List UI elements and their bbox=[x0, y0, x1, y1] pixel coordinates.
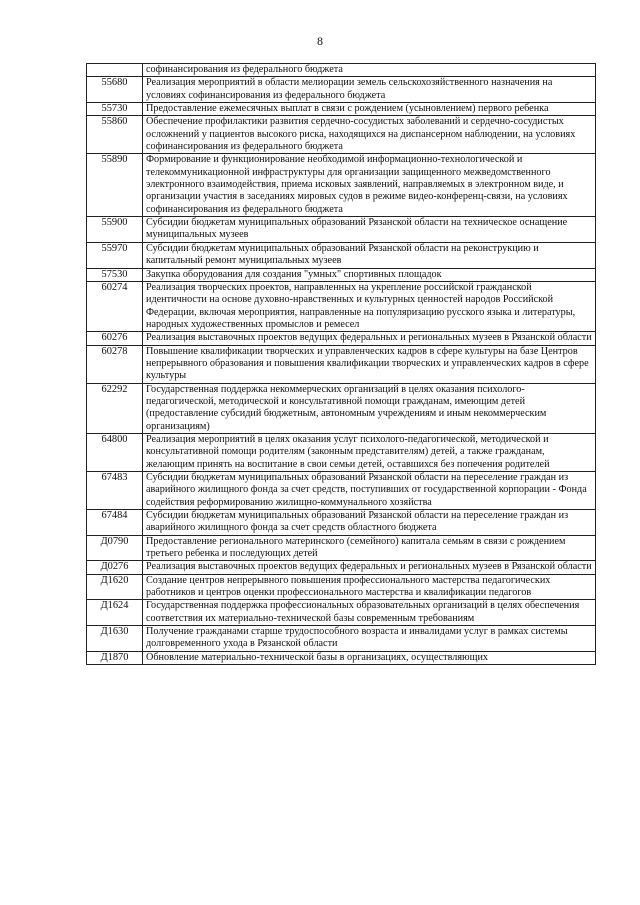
code-cell: Д1870 bbox=[87, 651, 143, 664]
description-cell: Предоставление ежемесячных выплат в связи с рождением (усыновлением) первого ребенка bbox=[143, 103, 596, 116]
code-cell: Д0790 bbox=[87, 535, 143, 561]
description-cell: Субсидии бюджетам муниципальных образований Рязанской области на реконструкцию и капитальный ремонт муниципальных музеев bbox=[143, 242, 596, 268]
code-cell: 55860 bbox=[87, 116, 143, 154]
table-row bbox=[87, 472, 596, 510]
table-row bbox=[87, 600, 596, 626]
budget-codes-table bbox=[86, 63, 596, 665]
code-cell: 62292 bbox=[87, 383, 143, 433]
description-cell: Обновление материально-технической базы в организациях, осуществляющих bbox=[143, 651, 596, 664]
table-row bbox=[87, 345, 596, 383]
code-cell bbox=[87, 64, 143, 77]
description-cell: Формирование и функционирование необходимой информационно-технологической и телекоммуникационной инфраструктуры для организации защищенного межведомственного электронного взаимодействия, приема исковых заявлений, направляемых в электронном виде, и организации участия в заседаниях мировых судов в режиме видео-конференц-связи, на условиях софинансирования из федерального бюджета bbox=[143, 154, 596, 217]
table-row bbox=[87, 332, 596, 345]
code-cell: 55730 bbox=[87, 103, 143, 116]
description-cell: Реализация выставочных проектов ведущих федеральных и региональных музеев в Рязанской области bbox=[143, 332, 596, 345]
table-row bbox=[87, 217, 596, 243]
description-cell: софинансирования из федерального бюджета bbox=[143, 64, 596, 77]
code-cell: 60274 bbox=[87, 281, 143, 331]
table-row bbox=[87, 64, 596, 77]
table-row bbox=[87, 77, 596, 103]
table-row bbox=[87, 116, 596, 154]
table-row bbox=[87, 651, 596, 664]
table-row bbox=[87, 281, 596, 331]
description-cell: Реализация выставочных проектов ведущих федеральных и региональных музеев в Рязанской области bbox=[143, 561, 596, 574]
code-cell: 55680 bbox=[87, 77, 143, 103]
description-cell: Реализация творческих проектов, направленных на укрепление российской гражданской идентичности на основе духовно-нравственных и культурных ценностей народов Российской Федерации, включая мероприятия, направленные на популяризацию русского языка и литературы, народных художественных промыслов и ремесел bbox=[143, 281, 596, 331]
description-cell: Реализация мероприятий в целях оказания услуг психолого-педагогической, методической и консультативной помощи родителям (законным представителям) детей, а также гражданам, желающим принять на воспитание в свои семьи детей, оставшихся без попечения родителей bbox=[143, 433, 596, 471]
code-cell: Д1624 bbox=[87, 600, 143, 626]
code-cell: 60278 bbox=[87, 345, 143, 383]
description-cell: Субсидии бюджетам муниципальных образований Рязанской области на техническое оснащение муниципальных музеев bbox=[143, 217, 596, 243]
description-cell: Создание центров непрерывного повышения профессионального мастерства педагогических работников и центров оценки профессионального мастерства и квалификации педагогов bbox=[143, 574, 596, 600]
table-row bbox=[87, 154, 596, 217]
table-row bbox=[87, 383, 596, 433]
page-number: 8 bbox=[317, 34, 323, 48]
code-cell: Д0276 bbox=[87, 561, 143, 574]
table-row bbox=[87, 268, 596, 281]
table-row bbox=[87, 242, 596, 268]
code-cell: 60276 bbox=[87, 332, 143, 345]
table-row bbox=[87, 510, 596, 536]
table-row bbox=[87, 433, 596, 471]
code-cell: Д1630 bbox=[87, 626, 143, 652]
table-body bbox=[87, 64, 596, 665]
code-cell: 55900 bbox=[87, 217, 143, 243]
description-cell: Закупка оборудования для создания "умных" спортивных площадок bbox=[143, 268, 596, 281]
table-row bbox=[87, 626, 596, 652]
description-cell: Субсидии бюджетам муниципальных образований Рязанской области на переселение граждан из аварийного жилищного фонда за счет средств, поступивших от государственной корпорации - Фонда содействия реформированию жилищно-коммунального хозяйства bbox=[143, 472, 596, 510]
description-cell: Субсидии бюджетам муниципальных образований Рязанской области на переселение граждан из аварийного жилищного фонда за счет средств областного бюджета bbox=[143, 510, 596, 536]
code-cell: Д1620 bbox=[87, 574, 143, 600]
description-cell: Государственная поддержка профессиональных образовательных организаций в целях обеспечения соответствия их материально-технической базы современным требованиям bbox=[143, 600, 596, 626]
description-cell: Реализация мероприятий в области мелиорации земель сельскохозяйственного назначения на условиях софинансирования из федерального бюджета bbox=[143, 77, 596, 103]
code-cell: 64800 bbox=[87, 433, 143, 471]
code-cell: 55970 bbox=[87, 242, 143, 268]
code-cell: 57530 bbox=[87, 268, 143, 281]
table-row bbox=[87, 561, 596, 574]
description-cell: Предоставление регионального материнского (семейного) капитала семьям в связи с рождением третьего ребенка и последующих детей bbox=[143, 535, 596, 561]
table-row bbox=[87, 574, 596, 600]
code-cell: 67484 bbox=[87, 510, 143, 536]
table-row bbox=[87, 535, 596, 561]
description-cell: Государственная поддержка некоммерческих организаций в целях оказания психолого-педагогической, методической и консультативной помощи гражданам, имеющим детей (предоставление субсидий бюджетным, автономным учреждениям и иным некоммерческим организациям) bbox=[143, 383, 596, 433]
description-cell: Получение гражданами старше трудоспособного возраста и инвалидами услуг в рамках системы долговременного ухода в Рязанской области bbox=[143, 626, 596, 652]
code-cell: 55890 bbox=[87, 154, 143, 217]
table-row bbox=[87, 103, 596, 116]
description-cell: Обеспечение профилактики развития сердечно-сосудистых заболеваний и сердечно-сосудистых осложнений у пациентов высокого риска, находящихся на диспансерном наблюдении, на условиях софинансирования из федерального бюджета bbox=[143, 116, 596, 154]
code-cell: 67483 bbox=[87, 472, 143, 510]
description-cell: Повышение квалификации творческих и управленческих кадров в сфере культуры на базе Центров непрерывного образования и повышения квалификации творческих и управленческих кадров в сфере культуры bbox=[143, 345, 596, 383]
